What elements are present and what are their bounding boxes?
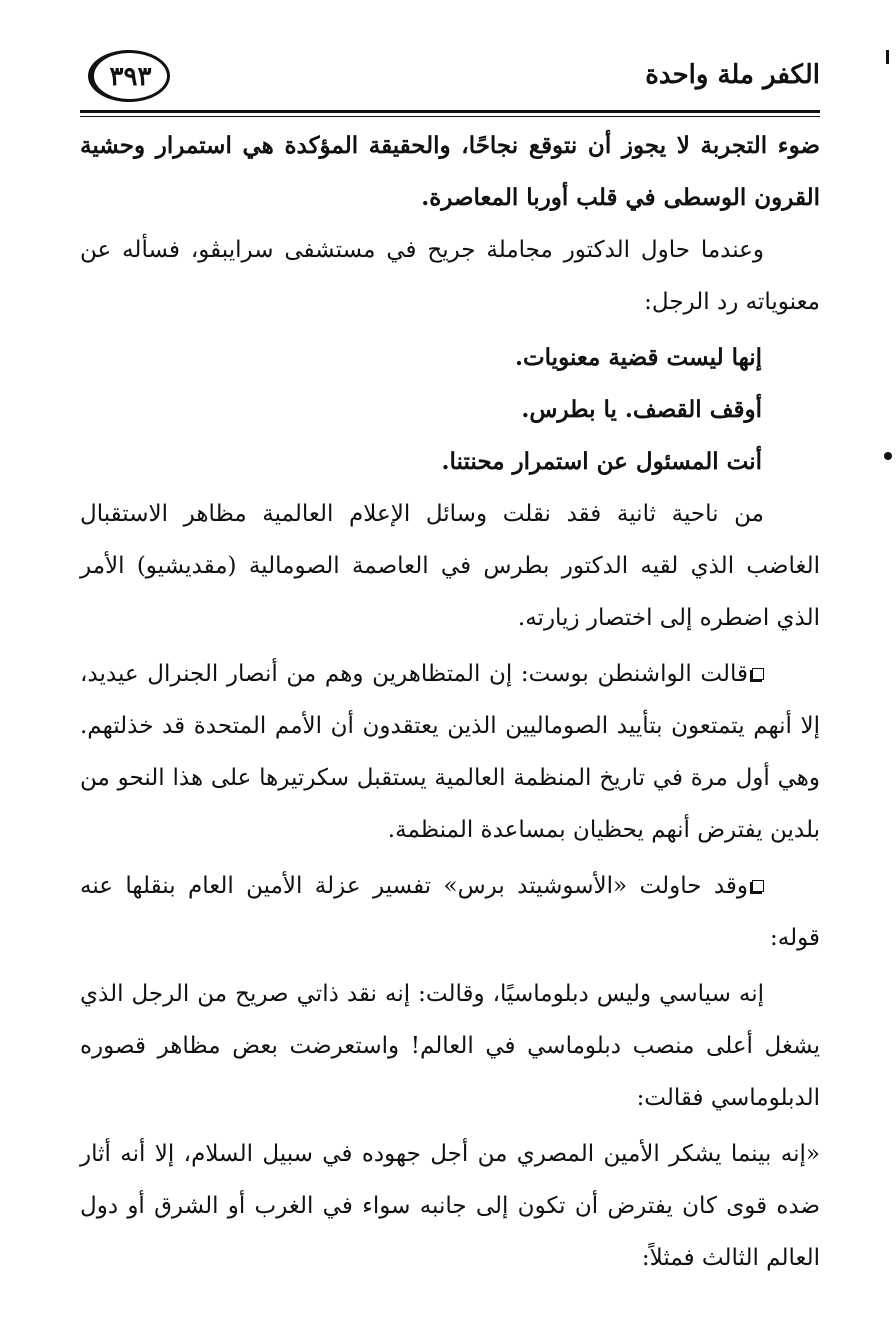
page-number-badge — [88, 50, 170, 102]
quote-line-3: أنت المسئول عن استمرار محنتنا. — [441, 448, 762, 475]
page-number: ٣٩٣ — [109, 62, 152, 92]
page-header — [80, 42, 820, 122]
margin-dot — [884, 452, 892, 460]
paragraph-1: ضوء التجربة لا يجوز أن نتوقع نجاحًا، والحقيقة المؤكدة هي استمرار وحشية القرون الوسطى في قلب أوربا المعاصرة. — [80, 132, 820, 211]
body-text — [80, 120, 820, 1284]
header-rule-thin — [80, 116, 820, 117]
quote-line-1: إنها ليست قضية معنويات. — [515, 344, 762, 371]
running-title: الكفر ملة واحدة — [645, 60, 820, 90]
paragraph-5 — [80, 860, 820, 964]
box-bullet-icon — [752, 668, 764, 680]
quote-line-2: أوقف القصف. يا بطرس. — [521, 396, 762, 423]
paragraph-4-text: قالت الواشنطن بوست: إن المتظاهرين وهم من أنصار الجنرال عيديد، إلا أنهم يتمتعون بتأييد الصوماليين الذين يعتقدون أن الأمم المتحدة قد خذلتهم. وهي أول مرة في تاريخ المنظمة العالمية يستقبل سكرتيرها على هذا النحو من بلدين يفترض أنهم يحظيان بمساعدة المنظمة. — [80, 661, 820, 843]
paragraph-6: إنه سياسي وليس دبلوماسيًا، وقالت: إنه نقد ذاتي صريح من الرجل الذي يشغل أعلى منصب دبلوماسي في العالم! واستعرضت بعض مظاهر قصوره الدبلوماسي فقالت: — [80, 981, 820, 1111]
header-rule — [80, 110, 820, 113]
paragraph-7: «إنه بينما يشكر الأمين المصري من أجل جهوده في سبيل السلام، إلا أنه أثار ضده قوى كان يفترض أن تكون إلى جانبه سواء في الغرب أو الشرق أو دول العالم الثالث فمثلاً: — [80, 1141, 820, 1271]
paragraph-3: من ناحية ثانية فقد نقلت وسائل الإعلام العالمية مظاهر الاستقبال الغاضب الذي لقيه الدكتور بطرس في العاصمة الصومالية (مقديشيو) الأمر الذي اضطره إلى اختصار زيارته. — [80, 501, 820, 631]
paragraph-2: وعندما حاول الدكتور مجاملة جريح في مستشفى سرايبڤو، فسأله عن معنوياته رد الرجل: — [80, 237, 820, 315]
paragraph-5-text: وقد حاولت «الأسوشيتد برس» تفسير عزلة الأمين العام بنقلها عنه قوله: — [80, 873, 820, 951]
paragraph-4 — [80, 648, 820, 856]
margin-mark — [886, 50, 889, 64]
box-bullet-icon — [752, 880, 764, 892]
